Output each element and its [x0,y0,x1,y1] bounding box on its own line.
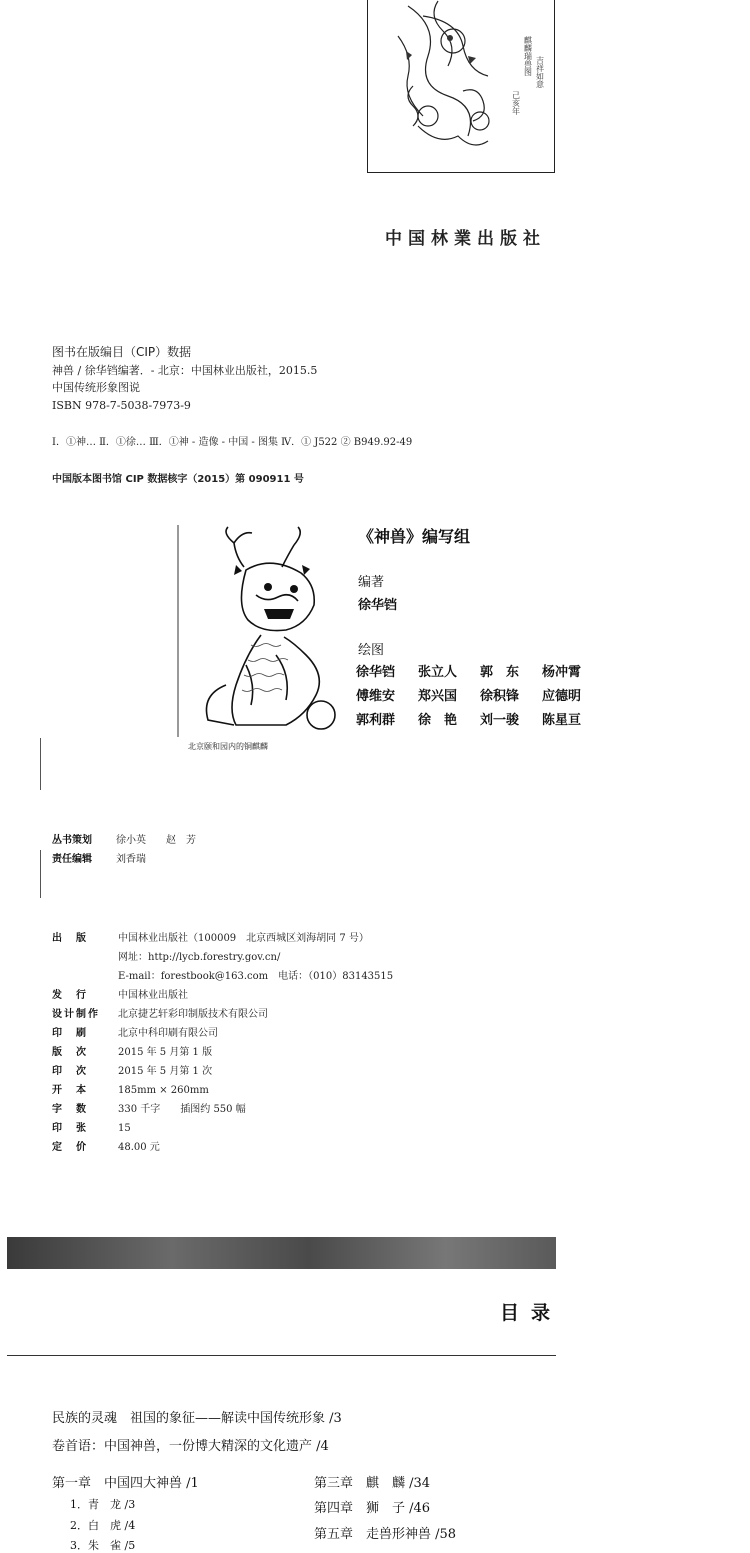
info-row [52,951,280,965]
info-value: 185mm × 260mm [118,1085,209,1096]
cip-line: 神兽 / 徐华铛编著．- 北京：中国林业出版社，2015.5 [52,364,318,377]
illustrator-name: 傅维安 [356,689,396,704]
info-label: 字 数 [52,1104,88,1115]
illustration-heading: 绘图 [358,643,385,658]
illustrator-name: 陈星亘 [542,713,582,728]
toc-entry[interactable]: 民族的灵魂 祖国的象征——解读中国传统形象 /3 [52,1411,342,1426]
info-value: 网址：http://lycb.forestry.gov.cn/ [118,952,281,963]
author-heading: 编著 [358,575,385,590]
credit-value: 徐小英 赵 芳 [116,835,196,846]
info-label: 印 张 [52,1123,88,1134]
divider-rule [40,738,41,790]
kylin-painting [367,0,555,173]
info-label: 出 版 [52,933,88,944]
info-row [52,989,188,1003]
info-row [52,1046,212,1060]
illustrator-list [356,661,600,728]
info-label: 发 行 [52,990,88,1001]
info-row [52,932,369,946]
toc-title: 目录 [500,1302,563,1324]
svg-text:吉祥如意: 吉祥如意 [535,56,545,88]
illustrator-name: 徐积锋 [480,689,520,704]
info-value: 北京捷艺轩彩印制版技术有限公司 [118,1009,268,1020]
cip-classification: Ⅰ．①神… Ⅱ．①徐… Ⅲ．①神 - 造像 - 中国 - 图集 Ⅳ．① J522 ② B949.92-49 [52,437,413,448]
decorative-band [7,1237,556,1269]
author-name: 徐华铛 [358,598,398,613]
cip-title: 图书在版编目（CIP）数据 [52,345,192,359]
svg-text:麒麟瑞兽图: 麒麟瑞兽图 [523,36,533,76]
info-value: 2015 年 5 月第 1 版 [118,1047,213,1058]
illustrator-name: 徐 艳 [418,713,458,728]
illustrator-name: 张立人 [418,665,458,680]
info-row [52,1008,268,1022]
info-value: 2015 年 5 月第 1 次 [118,1066,213,1077]
info-value: 中国林业出版社 [118,990,188,1001]
info-row [52,1027,218,1041]
info-row [52,1065,212,1079]
info-label: 印 次 [52,1066,88,1077]
credit-label: 丛书策划 [52,835,92,846]
info-row [52,1103,246,1117]
info-label: 定 价 [52,1142,88,1153]
toc-entry[interactable]: 2．白 虎 /4 [70,1519,136,1532]
team-title: 《神兽》编写组 [358,527,471,546]
info-label: 设计制作 [52,1009,100,1020]
credit-value: 刘香瑞 [116,854,146,865]
toc-entry[interactable]: 第一章 中国四大神兽 /1 [52,1476,199,1491]
toc-entry[interactable]: 第三章 麒 麟 /34 [314,1476,431,1491]
credit-row [52,833,196,848]
cip-isbn: ISBN 978-7-5038-7973-9 [52,399,191,412]
info-value: 15 [118,1123,131,1134]
publisher-logo: 中国林業出版社 [385,229,546,249]
cip-line: 中国传统形象图说 [52,381,140,394]
info-label: 开 本 [52,1085,88,1096]
info-label: 版 次 [52,1047,88,1058]
cip-number: 中国版本图书馆 CIP 数据核字（2015）第 090911 号 [52,474,304,485]
info-value: 330 千字 插图约 550 幅 [118,1104,246,1115]
toc-entry[interactable]: 1．青 龙 /3 [70,1498,136,1511]
illustrator-name: 徐华铛 [356,665,396,680]
illustrator-name: 郭 东 [480,665,520,680]
info-row [52,970,393,984]
toc-entry[interactable]: 第四章 狮 子 /46 [314,1501,431,1516]
illustrator-name: 刘一骏 [480,713,520,728]
illustrator-name: 郭利群 [356,713,396,728]
illustrator-name: 杨冲霄 [542,665,582,680]
illustrator-name: 郑兴国 [418,689,458,704]
toc-entry[interactable]: 3．朱 雀 /5 [70,1539,136,1552]
info-label: 印 刷 [52,1028,88,1039]
bronze-kylin-illustration [176,525,352,737]
toc-entry[interactable]: 卷首语：中国神兽，一份博大精深的文化遗产 /4 [52,1439,329,1454]
info-row [52,1084,209,1098]
info-value: E-mail：forestbook@163.com 电话：（010）83143515 [118,971,394,982]
info-value: 中国林业出版社（100009 北京西城区刘海胡同 7 号） [118,933,369,944]
toc-entry[interactable]: 第五章 走兽形神兽 /58 [314,1527,457,1542]
svg-text:己亥年: 己亥年 [511,91,521,115]
toc-divider [7,1355,556,1356]
info-value: 北京中科印刷有限公司 [118,1028,218,1039]
credit-label: 责任编辑 [52,854,92,865]
divider-rule [40,850,41,898]
illustrator-name: 应德明 [542,689,582,704]
info-row [52,1141,160,1155]
credit-row [52,852,146,867]
info-value: 48.00 元 [118,1142,160,1153]
info-row [52,1122,131,1136]
illustration-caption: 北京颐和园内的铜麒麟 [188,742,268,751]
